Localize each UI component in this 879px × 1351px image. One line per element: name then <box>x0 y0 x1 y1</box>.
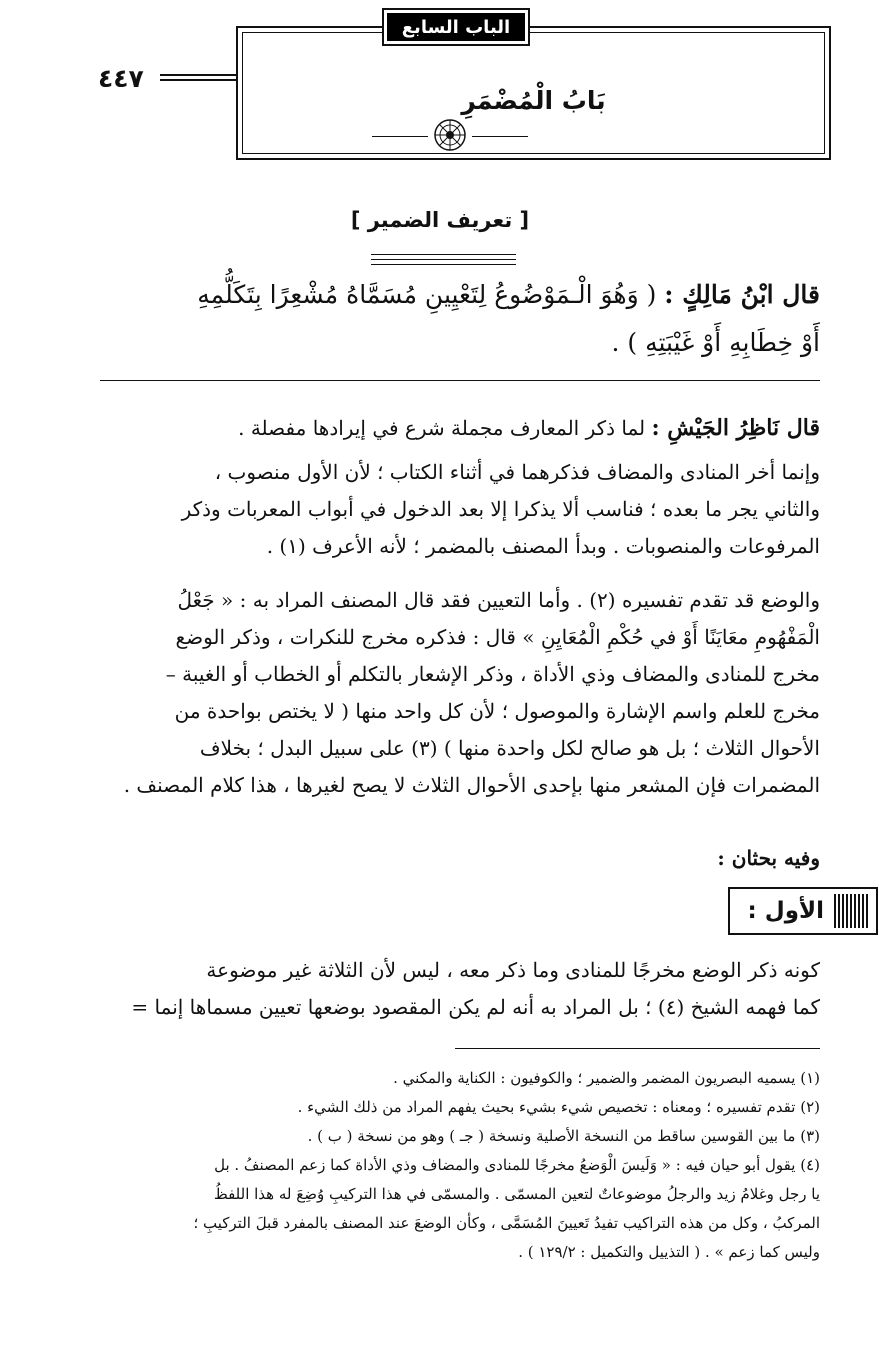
section-heading: [ تعريف الضمير ] <box>350 208 530 232</box>
ornament-rule-right <box>472 136 528 137</box>
sharh-opening-line <box>100 410 820 447</box>
footnotes <box>100 1064 820 1267</box>
text-line: المرفوعات والمنصوبات . وبدأ المصنف بالمضمر ؛ لأنه الأعرف (١) . <box>266 534 820 558</box>
heading-rule <box>371 264 516 265</box>
two-issues-line: وفيه بحثان : <box>717 846 820 870</box>
text-line: والثاني يجر ما بعده ؛ فناسب ألا يذكرا إلا بعد الدخول في أبواب المعربات وذكر <box>181 497 820 521</box>
chapter-title: بَابُ الْمُضْمَرِ <box>461 86 606 115</box>
heading-rule <box>371 254 516 255</box>
text-line: مخرج للمنادى والمضاف وذي الأداة ، وذكر الإشعار بالتكلم أو الخطاب أو الغيبة – <box>165 662 820 686</box>
page-number-rule <box>160 74 236 76</box>
sharh-paragraph-3 <box>100 582 820 804</box>
heading-rule <box>371 259 516 260</box>
chapter-label: الباب السابع <box>387 13 525 41</box>
text-line: كونه ذكر الوضع مخرجًا للمنادى وما ذكر معه ، ليس لأن الثلاثة غير موضوعة <box>206 958 820 982</box>
sharh-paragraph-2 <box>100 454 820 565</box>
footnote-4-cont: يا رجل وغلامُ زيد والرجلُ موضوعاتٌ لتعين المسمّى . والمسمّى في هذا التركيبِ وُضِعَ له هذا اللفظُ <box>213 1185 820 1203</box>
matn-text: ( وَهُوَ الْـمَوْضُوعُ لِتَعْيِينِ مُسَمَّاهُ مُشْعِرًا بِتَكَلُّمِهِ <box>197 280 657 309</box>
text-line: الأحوال الثلاث ؛ بل هو صالح لكل واحدة منها ) (٣) على سبيل البدل ؛ بخلاف <box>199 736 820 760</box>
footnote-2: (٢) تقدم تفسيره ؛ ومعناه : تخصيص شيء بشيء بحيث يفهم المراد من ذلك الشيء . <box>297 1098 820 1116</box>
text-line: الْمَفْهُومِ معَايَنًا أَوْ في حُكْمِ الْمُعَايِنِ » قال : فذكره مخرج للنكرات ، وذكر الوضع <box>175 625 820 649</box>
footnote-3: (٣) ما بين القوسين ساقط من النسخة الأصلية ونسخة ( جـ ) وهو من نسخة ( ب ) . <box>307 1127 820 1145</box>
text-line: وإنما أخر المنادى والمضاف فذكرهما في أثناء الكتاب ؛ لأن الأول منصوب ، <box>214 460 820 484</box>
page-number-rule <box>160 79 236 81</box>
first-issue-label: الأول : <box>747 898 824 924</box>
text-line: والوضع قد تقدم تفسيره (٢) . وأما التعيين فقد قال المصنف المراد به : « جَعْلُ <box>177 588 820 612</box>
bars-ornament-icon <box>834 894 868 928</box>
text-line: مخرج للعلم واسم الإشارة والموصول ؛ لأن كل واحد منها ( لا يختص بواحدة من <box>174 699 820 723</box>
matn-line-2: أَوْ خِطَابِهِ أَوْ غَيْبَتِهِ ) . <box>611 328 820 357</box>
first-issue-box <box>728 887 878 935</box>
sharh-speaker: قال نَاظِرُ الجَيْشِ : <box>651 415 820 441</box>
text-line: كما فهمه الشيخ (٤) ؛ بل المراد به أنه لم يكن المقصود بوضعها تعيين مسماها إنما = <box>131 995 820 1019</box>
footnote-4-cont: المركبُ ، وكل من هذه التراكيب تفيدُ تَعيينَ المُسَمَّى ، وكأن الوضعَ عند المصنف بالمفرد قبلَ التركيبِ ؛ <box>193 1214 820 1232</box>
matn-divider <box>100 380 820 381</box>
text-line: المضمرات فإن المشعر منها بإحدى الأحوال الثلاث لا يصح لغيرها ، هذا كلام المصنف . <box>123 773 820 797</box>
ornament-rule-left <box>372 136 428 137</box>
matn-line-1 <box>100 272 820 318</box>
chapter-tag <box>382 8 530 46</box>
footnote-separator <box>455 1048 820 1049</box>
footnote-4: (٤) يقول أبو حيان فيه : « وَلَيسَ الْوَضعُ مخرجًا للمنادى والمضاف وذي الأداة كما زعم المصنفُ . بل <box>214 1156 820 1174</box>
footnote-1: (١) يسميه البصريون المضمر والضمير ؛ والكوفيون : الكناية والمكني . <box>393 1069 820 1087</box>
rosette-ornament-icon <box>432 118 468 152</box>
page-number: ٤٤٧ <box>98 64 144 93</box>
first-issue-text <box>100 952 820 1026</box>
footnote-4-cont: وليس كما زعم » . ( التذييل والتكميل : ١٢٩/٢ ) . <box>518 1243 820 1261</box>
sharh-opening-text: لما ذكر المعارف مجملة شرع في إيرادها مفصلة . <box>238 416 646 440</box>
matn-speaker: قال ابْنُ مَالِكٍ : <box>664 280 820 309</box>
